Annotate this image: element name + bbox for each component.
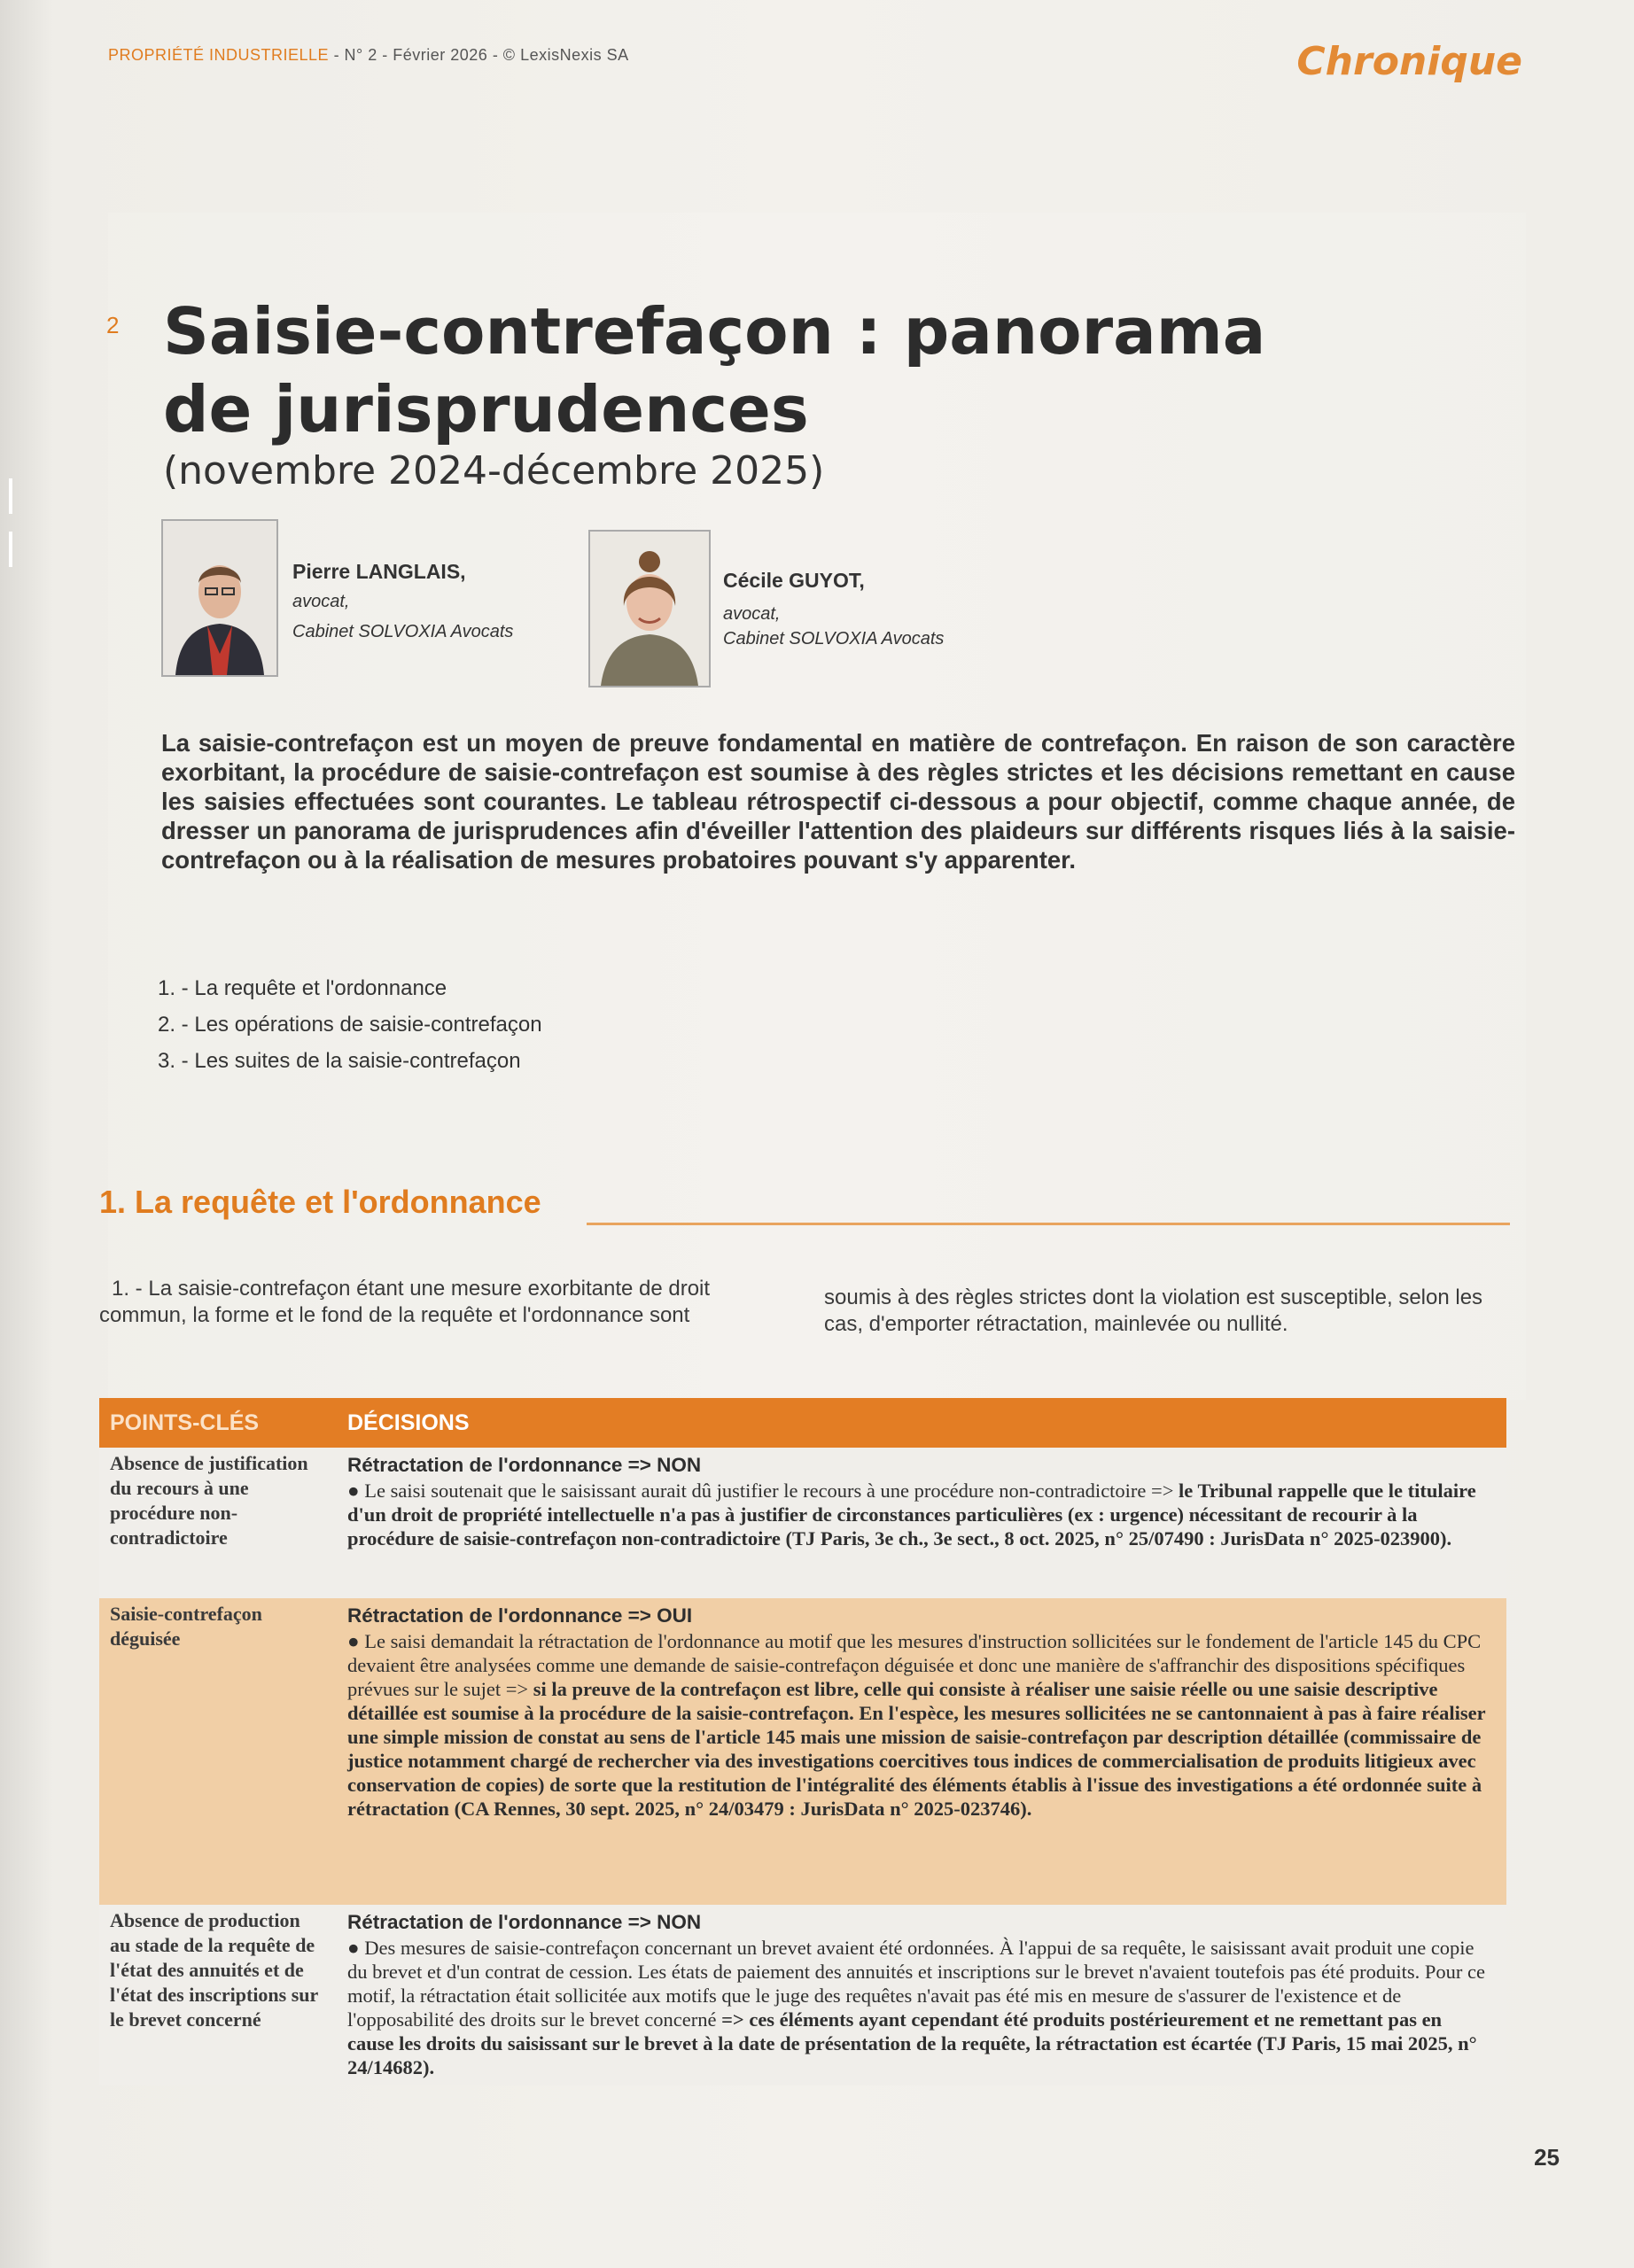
author-photo [161,519,278,677]
row-verdict: Rétractation de l'ordonnance => NON [347,1454,702,1476]
section-rule [587,1223,1510,1225]
row-keypoint: Saisie-contrefaçon déguisée [110,1603,262,1650]
row-decision [347,1453,1490,1550]
issue-info: - N° 2 - Février 2026 - © LexisNexis SA [329,46,629,64]
body-column-right: soumis à des règles strictes dont la violation est susceptible, selon les cas, d'emporter rétractation, mainlevée ou nullité. [824,1285,1483,1336]
toc-item: 2. - Les opérations de saisie-contrefaçon [158,1013,542,1037]
running-header [108,46,629,65]
table-row [99,1905,1506,2085]
body-column-left: 1. - La saisie-contrefaçon étant une mesure exorbitante de droit commun, la forme et le fond de la requête et l'ordonnance sont [99,1277,711,1327]
section-heading: 1. La requête et l'ordonnance [99,1184,541,1220]
page-edge-mark [9,532,12,567]
row-text-bold: si la preuve de la contrefaçon est libre, celle qui consiste à réaliser une saisie réelle ou une saisie descriptive détaillée est soumise à la procédure de la saisie-contrefaçon. En l'espèce, les mesures sollicitées ne se cantonnaient à pas à faire réaliser une simple mission de constat au sens de l'article 145 mais une mission de saisie-contrefaçon par description détaillée (commissaire de justice notamment chargé de rechercher via des investigations coercitives tous indices de commercialisation de produits litigieux avec conservation de copies) de sorte que la restitution de l'intégralité des éléments établis à l'issue des investigations a été ordonnée suite à rétractation (CA Rennes, 30 sept. 2025, n° 24/03479 : JurisData n° 2025-023746). [347,1678,1486,1820]
article-title: Saisie-contrefaçon : panorama de jurisprudences [163,294,1266,447]
header-decisions: DÉCISIONS [347,1410,470,1435]
row-text-bold: le Tribunal rappelle que le titulaire d'un droit de propriété intellectuelle n'a pas à justifier de circonstances particulières (ex : urgence) nécessitant de recourir à la procédure de saisie-contrefaçon non-contradictoire (TJ Paris, 3e ch., 3e sect., 8 oct. 2025, n° 25/07490 : JurisData n° 2025-023900). [347,1480,1476,1550]
author-firm: Cabinet SOLVOXIA Avocats [723,629,945,649]
author-role: avocat, [723,604,781,624]
row-decision [347,1910,1490,2079]
row-text-bold: => ces éléments ayant cependant été produits postérieurement et ne remettant pas en cause les droits du saisissant sur le brevet à la date de présentation de la requête, la rétractation est écartée (TJ Paris, 15 mai 2025, n° 24/14682). [347,2008,1477,2078]
toc-item: 1. - La requête et l'ordonnance [158,976,447,1000]
toc-item: 3. - Les suites de la saisie-contrefaçon [158,1049,521,1073]
row-text: ● Des mesures de saisie-contrefaçon concernant un brevet avaient été ordonnées. À l'appui de sa requête, le saisissant avait produit une copie du brevet et d'un contrat de cession. Les états de paiement des annuités et inscriptions sur le brevet n'avaient toutefois pas été produits. Pour ce motif, la rétractation était sollicitée aux motifs que le juge des requêtes n'avait pas été mis en mesure de s'assurer de l'existence et de l'opposabilité des droits sur le brevet concerné [347,1937,1485,2031]
page-number: 25 [1534,2144,1560,2171]
header-keypoints: POINTS-CLÉS [110,1410,260,1435]
author-photo [588,530,711,687]
page-edge-mark [9,478,12,514]
table-row [99,1448,1506,1598]
table-row [99,1598,1506,1905]
author-name: Cécile GUYOT, [723,569,865,592]
intro-paragraph: La saisie-contrefaçon est un moyen de preuve fondamental en matière de contrefaçon. En raison de son caractère exorbitant, la procédure de saisie-contrefaçon est soumise à des règles strictes et les décisions remettant en cause les saisies effectuées sont courantes. Le tableau rétrospectif ci-dessous a pour objectif, comme chaque année, de dresser un panorama de jurisprudences afin d'éveiller l'attention des plaideurs sur différents risques liés à la saisie-contrefaçon ou à la réalisation de mesures probatoires pouvant s'y apparenter. [161,729,1515,874]
row-keypoint: Absence de production au stade de la requête de l'état des annuités et de l'état des inscriptions sur le brevet concerné [110,1909,318,2031]
section-label: Chronique [1296,39,1522,84]
author-firm: Cabinet SOLVOXIA Avocats [292,622,514,641]
row-keypoint: Absence de justification du recours à une procédure non-contradictoire [110,1452,308,1549]
author-name: Pierre LANGLAIS, [292,560,466,583]
article-subtitle: (novembre 2024-décembre 2025) [163,448,825,493]
table-of-contents [158,976,542,1085]
row-verdict: Rétractation de l'ordonnance => OUI [347,1604,693,1627]
journal-name: PROPRIÉTÉ INDUSTRIELLE [108,46,330,64]
row-verdict: Rétractation de l'ordonnance => NON [347,1911,702,1933]
table-header [99,1398,1506,1448]
row-decision [347,1604,1490,1821]
row-text: ● Le saisi soutenait que le saisissant aurait dû justifier le recours à une procédure non-contradictoire => [347,1480,1179,1502]
article-number: 2 [106,312,120,338]
row-text: ● Le saisi demandait la rétractation de l'ordonnance au motif que les mesures d'instruction sollicitées sur le fondement de l'article 145 du CPC devaient être analysées comme une demande de saisie-contrefaçon déguisée et donc une manière de s'affranchir des dispositions spécifiques prévues sur le sujet => [347,1630,1482,1700]
author-role: avocat, [292,592,350,611]
